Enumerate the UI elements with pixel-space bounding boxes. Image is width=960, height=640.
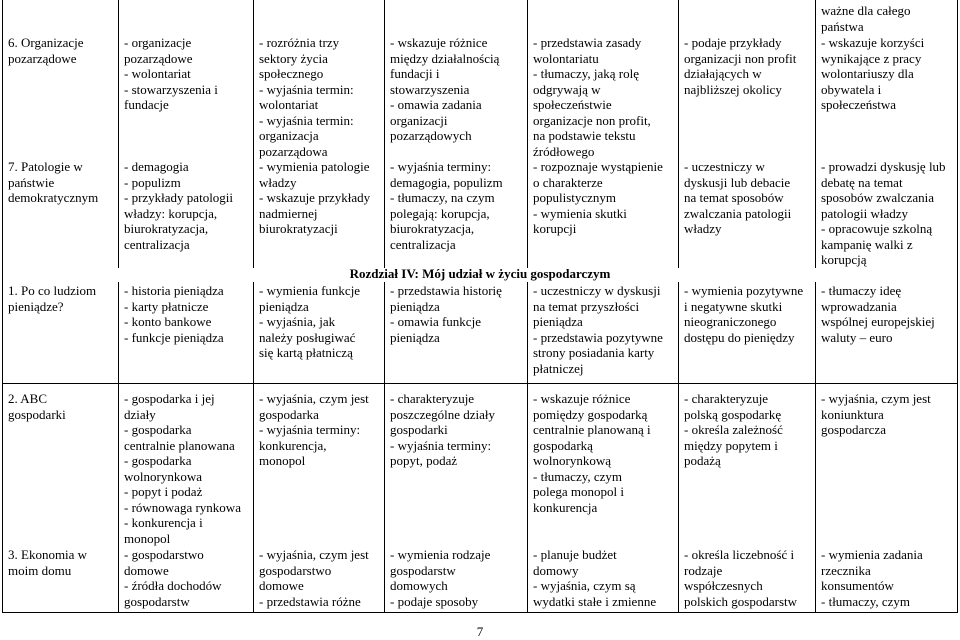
cell-line: płatniczej bbox=[533, 360, 584, 376]
cell-line: odgrywają w bbox=[533, 81, 601, 97]
cell-line: źródłowego bbox=[533, 143, 595, 159]
cell-line: gospodarstw bbox=[390, 562, 456, 578]
cell-line: - populizm bbox=[124, 174, 181, 190]
cell-line: demokratycznym bbox=[8, 190, 99, 205]
cell-line: - omawia funkcje bbox=[390, 314, 481, 329]
cell-line: centralnie planowaną i bbox=[533, 422, 651, 437]
cell-line: wolontariatu bbox=[533, 50, 599, 66]
cell-line: gospodarki bbox=[390, 422, 448, 437]
cell-line: wolontariat bbox=[259, 97, 319, 112]
cell-line: - opracowuje szkolną bbox=[821, 221, 933, 236]
cell-line: rzecznika bbox=[821, 562, 871, 578]
cell-line: korupcji bbox=[533, 221, 577, 236]
cell-line: - uczestniczy w bbox=[684, 159, 765, 174]
cell-line: - przedstawia różne bbox=[259, 593, 361, 609]
cell-line: wprowadzania bbox=[821, 298, 897, 314]
topic-cell bbox=[2, 546, 118, 612]
requirement-cell-4 bbox=[678, 282, 815, 383]
cell-line: - demagogia bbox=[124, 159, 189, 174]
cell-line: wspólnej europejskiej bbox=[821, 314, 935, 329]
cell-line: 6. Organizacje bbox=[8, 35, 84, 50]
cell-line: zwalczania patologii bbox=[684, 205, 792, 221]
requirement-cell-1 bbox=[253, 0, 384, 35]
cell-line: organizacji non profit bbox=[684, 50, 797, 66]
cell-line: społeczeństwie bbox=[533, 97, 612, 112]
cell-line: na temat przyszłości bbox=[533, 298, 640, 314]
cell-line: - określa zależność bbox=[684, 422, 783, 437]
cell-line: sposobów zwalczania bbox=[821, 190, 934, 205]
cell-line: dyskusji lub debacie bbox=[684, 174, 791, 190]
issues-cell bbox=[118, 35, 253, 159]
cell-line: biurokratyzacja, bbox=[124, 221, 209, 236]
cell-line: władzy bbox=[684, 221, 722, 236]
table-row bbox=[2, 282, 958, 384]
cell-line: nadmiernej bbox=[259, 205, 318, 221]
cell-line: koniunktura bbox=[821, 406, 884, 422]
requirement-cell-3 bbox=[527, 35, 678, 159]
cell-line: rodzaje bbox=[684, 562, 723, 578]
cell-line: - tłumaczy, czym bbox=[533, 468, 623, 484]
cell-line: wolnorynkową bbox=[533, 453, 611, 468]
requirement-cell-3 bbox=[527, 0, 678, 35]
cell-line: - planuje budżet bbox=[533, 547, 617, 562]
cell-line: pieniądza bbox=[390, 298, 440, 314]
cell-line: - tłumaczy, na czym bbox=[390, 190, 495, 205]
requirement-cell-1 bbox=[253, 159, 384, 268]
cell-line: należy posługiwać bbox=[259, 329, 356, 345]
cell-line: - wskazuje różnice bbox=[533, 391, 631, 406]
table-row bbox=[2, 0, 958, 35]
cell-line: współczesnych bbox=[684, 578, 763, 593]
cell-line: społecznego bbox=[259, 66, 324, 81]
cell-line: społeczeństwa bbox=[821, 97, 897, 112]
cell-line: gospodarka bbox=[259, 406, 319, 422]
cell-line: - wymienia zadania bbox=[821, 547, 923, 562]
requirement-cell-4 bbox=[678, 35, 815, 159]
cell-line: pieniądze? bbox=[8, 298, 64, 314]
cell-line: - wymienia pozytywne bbox=[684, 283, 804, 298]
cell-line: - organizacje bbox=[124, 35, 192, 50]
topic-cell bbox=[2, 35, 118, 159]
requirement-cell-3 bbox=[527, 546, 678, 612]
cell-line: - gospodarka bbox=[124, 453, 192, 468]
requirement-cell-5 bbox=[815, 35, 958, 159]
cell-line: wydatki stałe i zmienne bbox=[533, 593, 657, 609]
cell-line: wynikające z pracy bbox=[821, 50, 922, 66]
cell-line: 3. Ekonomia w bbox=[8, 547, 88, 562]
cell-line: pomiędzy gospodarką bbox=[533, 406, 648, 422]
topic-cell bbox=[2, 159, 118, 268]
cell-line: - wyjaśnia, czym są bbox=[533, 578, 636, 593]
cell-line: działających w bbox=[684, 66, 762, 81]
cell-line: między popytem i bbox=[684, 437, 778, 453]
cell-line: państwa bbox=[821, 18, 864, 34]
requirement-cell-1 bbox=[253, 546, 384, 612]
cell-line: konkurencja bbox=[533, 499, 598, 515]
cell-line: najbliższej okolicy bbox=[684, 81, 782, 97]
requirement-cell-1 bbox=[253, 384, 384, 546]
cell-line: domowe bbox=[124, 562, 169, 578]
cell-line: - wyjaśnia, jak bbox=[259, 314, 336, 329]
cell-line: - równowaga rynkowa bbox=[124, 499, 241, 515]
cell-line: - gospodarka i jej bbox=[124, 391, 215, 406]
cell-line: - wyjaśnia, czym jest bbox=[259, 547, 369, 562]
cell-line: - podaje przykłady bbox=[684, 35, 782, 50]
cell-line: sektory życia bbox=[259, 50, 328, 66]
requirement-cell-2 bbox=[384, 384, 527, 546]
requirement-cell-1 bbox=[253, 35, 384, 159]
requirement-cell-3 bbox=[527, 159, 678, 268]
cell-line: na temat sposobów bbox=[684, 190, 784, 205]
requirement-cell-5 bbox=[815, 282, 958, 383]
cell-line: kampanię walki z bbox=[821, 236, 913, 252]
cell-line: wolontariuszy dla bbox=[821, 66, 914, 81]
cell-line: - przedstawia pozytywne bbox=[533, 329, 663, 345]
cell-line: między działalnością bbox=[390, 50, 500, 66]
cell-line: o charakterze bbox=[533, 174, 603, 190]
issues-cell bbox=[118, 282, 253, 383]
cell-line: 1. Po co ludziom bbox=[8, 283, 97, 298]
cell-line: - stowarzyszenia i bbox=[124, 81, 218, 97]
cell-line: gospodarką bbox=[533, 437, 593, 453]
cell-line: strony posiadania karty bbox=[533, 345, 655, 360]
page-number: 7 bbox=[476, 624, 484, 639]
section-header: Rozdział IV: Mój udział w życiu gospodarczym bbox=[2, 266, 958, 282]
cell-line: centralizacja bbox=[124, 236, 190, 252]
requirement-cell-2 bbox=[384, 35, 527, 159]
cell-line: waluty – euro bbox=[821, 329, 893, 345]
cell-line: - gospodarka bbox=[124, 422, 192, 437]
issues-cell bbox=[118, 384, 253, 546]
cell-line: - źródła dochodów bbox=[124, 578, 222, 593]
cell-line: gospodarstwo bbox=[259, 562, 332, 578]
cell-line: - rozróżnia trzy bbox=[259, 35, 340, 50]
cell-line: - wyjaśnia termin: bbox=[259, 81, 354, 97]
table-row bbox=[2, 35, 958, 159]
cell-line: państwie bbox=[8, 174, 55, 190]
requirement-cell-2 bbox=[384, 546, 527, 612]
cell-line: polskich gospodarstw bbox=[684, 593, 798, 609]
cell-line: - wyjaśnia terminy: bbox=[390, 159, 492, 174]
cell-line: - wymienia funkcje bbox=[259, 283, 361, 298]
cell-line: - tłumaczy, jaką rolę bbox=[533, 66, 639, 81]
cell-line: organizacji bbox=[390, 112, 448, 128]
cell-line: konkurencja, bbox=[259, 437, 327, 453]
cell-line: - prowadzi dyskusję lub bbox=[821, 159, 946, 174]
cell-line: polegają: korupcja, bbox=[390, 205, 490, 221]
requirement-cell-4 bbox=[678, 159, 815, 268]
requirement-cell-3 bbox=[527, 282, 678, 383]
cell-line: - historia pieniądza bbox=[124, 283, 224, 298]
cell-line: - wymienia skutki bbox=[533, 205, 627, 221]
requirement-cell-4 bbox=[678, 546, 815, 612]
cell-line: - podaje sposoby bbox=[390, 593, 479, 609]
requirement-cell-5 bbox=[815, 159, 958, 268]
cell-line: - konto bankowe bbox=[124, 314, 212, 329]
cell-line: 7. Patologie w bbox=[8, 159, 83, 174]
cell-line: - wskazuje korzyści bbox=[821, 35, 925, 50]
table-row bbox=[2, 159, 958, 266]
cell-line: korupcją bbox=[821, 252, 867, 267]
cell-line: 2. ABC bbox=[8, 391, 48, 406]
cell-line: dostępu do pieniędzy bbox=[684, 329, 795, 345]
cell-line: - konkurencja i bbox=[124, 515, 203, 530]
requirement-cell-4 bbox=[678, 384, 815, 546]
cell-line: - popyt i podaż bbox=[124, 484, 203, 499]
cell-line: - wyjaśnia termin: bbox=[259, 112, 354, 128]
cell-line: moim domu bbox=[8, 562, 72, 578]
issues-cell bbox=[118, 0, 253, 35]
cell-line: patologii władzy bbox=[821, 205, 909, 221]
cell-line: polega monopol i bbox=[533, 484, 624, 499]
issues-cell bbox=[118, 159, 253, 268]
requirement-cell-1 bbox=[253, 282, 384, 383]
cell-line: gospodarcza bbox=[821, 422, 886, 437]
cell-line: - uczestniczy w dyskusji bbox=[533, 283, 661, 298]
cell-line: - rozpoznaje wystąpienie bbox=[533, 159, 663, 174]
cell-line: organizacja bbox=[259, 128, 319, 143]
cell-line: wolnorynkowa bbox=[124, 468, 202, 484]
requirement-cell-5 bbox=[815, 546, 958, 612]
requirement-cell-2 bbox=[384, 159, 527, 268]
cell-line: władzy bbox=[259, 174, 297, 190]
cell-line: na podstawie tekstu bbox=[533, 128, 636, 143]
requirement-cell-4 bbox=[678, 0, 815, 35]
cell-line: - określa liczebność i bbox=[684, 547, 795, 562]
requirement-cell-5 bbox=[815, 384, 958, 546]
cell-line: i negatywne skutki bbox=[684, 298, 783, 314]
cell-line: pozarządowych bbox=[390, 128, 472, 143]
cell-line: obywatela i bbox=[821, 81, 882, 97]
cell-line: - przedstawia zasady bbox=[533, 35, 642, 50]
cell-line: - wymienia patologie bbox=[259, 159, 370, 174]
cell-line: - charakteryzuje bbox=[684, 391, 769, 406]
requirement-cell-2 bbox=[384, 0, 527, 35]
cell-line: fundacje bbox=[124, 97, 169, 112]
cell-line: fundacji i bbox=[390, 66, 440, 81]
requirement-cell-3 bbox=[527, 384, 678, 546]
cell-line: - funkcje pieniądza bbox=[124, 329, 224, 345]
cell-line: władzy: korupcja, bbox=[124, 205, 218, 221]
issues-cell bbox=[118, 546, 253, 612]
cell-line: podażą bbox=[684, 453, 721, 468]
cell-line: ważne dla całego bbox=[821, 3, 911, 18]
cell-line: domowych bbox=[390, 578, 448, 593]
cell-line: konsumentów bbox=[821, 578, 894, 593]
cell-line: - wyjaśnia terminy: bbox=[259, 422, 361, 437]
cell-line: domowe bbox=[259, 578, 304, 593]
table-row bbox=[2, 546, 958, 613]
cell-line: - przykłady patologii bbox=[124, 190, 234, 205]
cell-line: się kartą płatniczą bbox=[259, 345, 353, 360]
cell-line: - omawia zadania bbox=[390, 97, 482, 112]
cell-line: domowy bbox=[533, 562, 579, 578]
cell-line: pozarządowe bbox=[8, 50, 77, 66]
cell-line: - tłumaczy, czym bbox=[821, 593, 911, 609]
cell-line: - przedstawia historię bbox=[390, 283, 502, 298]
cell-line: polską gospodarkę bbox=[684, 406, 782, 422]
cell-line: pieniądza bbox=[390, 329, 440, 345]
table-row bbox=[2, 384, 958, 546]
cell-line: pieniądza bbox=[259, 298, 309, 314]
cell-line: gospodarki bbox=[8, 406, 66, 422]
cell-line: biurokratyzacji bbox=[259, 221, 338, 236]
cell-line: populistycznym bbox=[533, 190, 617, 205]
cell-line: - tłumaczy ideę bbox=[821, 283, 902, 298]
topic-cell bbox=[2, 282, 118, 383]
cell-line: - wymienia rodzaje bbox=[390, 547, 491, 562]
topic-cell bbox=[2, 0, 118, 35]
cell-line: pozarządowa bbox=[259, 143, 328, 159]
cell-line: organizacje non profit, bbox=[533, 112, 651, 128]
cell-line: - wyjaśnia, czym jest bbox=[821, 391, 931, 406]
cell-line: działy bbox=[124, 406, 156, 422]
cell-line: poszczególne działy bbox=[390, 406, 496, 422]
cell-line: pieniądza bbox=[533, 314, 583, 329]
cell-line: debatę na temat bbox=[821, 174, 903, 190]
requirement-cell-2 bbox=[384, 282, 527, 383]
cell-line: popyt, podaż bbox=[390, 453, 458, 468]
cell-line: monopol bbox=[259, 453, 306, 468]
cell-line: pozarządowe bbox=[124, 50, 193, 66]
cell-line: - wyjaśnia terminy: bbox=[390, 437, 492, 453]
topic-cell bbox=[2, 384, 118, 546]
cell-line: nieograniczonego bbox=[684, 314, 777, 329]
cell-line: stowarzyszenia bbox=[390, 81, 470, 97]
requirement-cell-5 bbox=[815, 0, 958, 35]
cell-line: - charakteryzuje bbox=[390, 391, 475, 406]
cell-line: demagogia, populizm bbox=[390, 174, 503, 190]
cell-line: - wskazuje różnice bbox=[390, 35, 488, 50]
cell-line: centralnie planowana bbox=[124, 437, 235, 453]
cell-line: - wskazuje przykłady bbox=[259, 190, 371, 205]
cell-line: - gospodarstwo bbox=[124, 547, 204, 562]
cell-line: gospodarstw bbox=[124, 593, 190, 609]
cell-line: biurokratyzacja, bbox=[390, 221, 475, 236]
cell-line: monopol bbox=[124, 530, 171, 546]
cell-line: centralizacja bbox=[390, 236, 456, 252]
cell-line: - karty płatnicze bbox=[124, 298, 209, 314]
cell-line: - wyjaśnia, czym jest bbox=[259, 391, 369, 406]
cell-line: - wolontariat bbox=[124, 66, 191, 81]
